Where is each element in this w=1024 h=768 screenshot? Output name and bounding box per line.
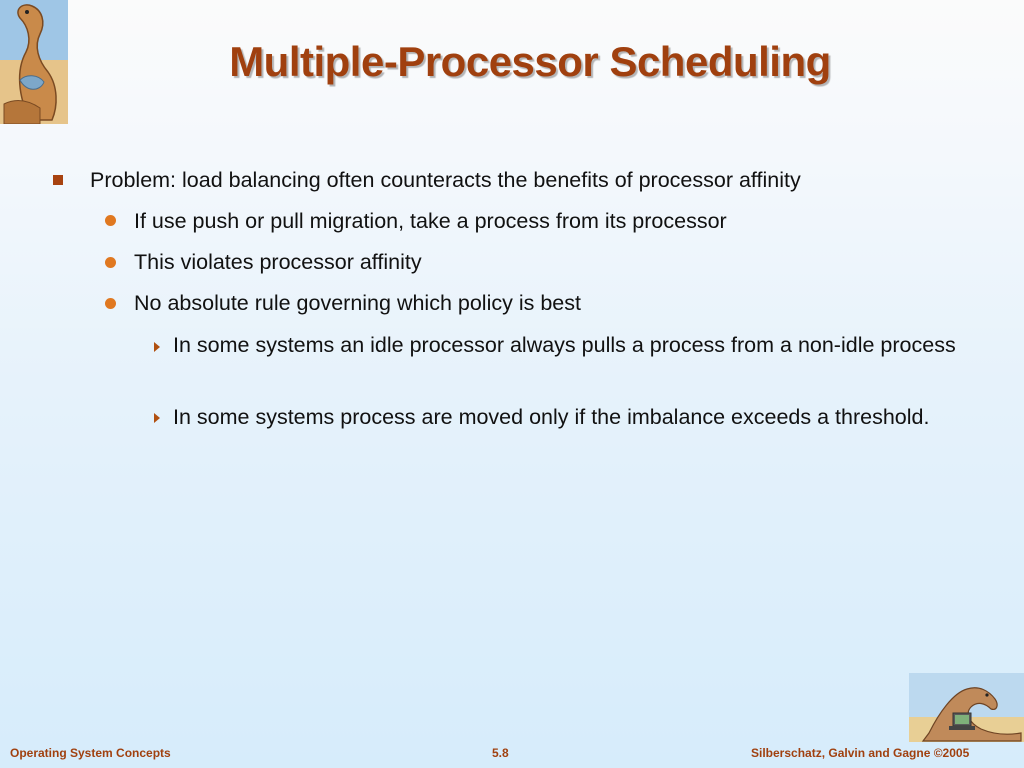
dinosaur-laptop-logo-icon [909,673,1024,742]
arrow-bullet-icon [154,342,160,352]
bullet-level3: In some systems an idle processor always pulls a process from a non-idle process [173,333,956,357]
slide-title: Multiple-Processor Scheduling [229,38,831,85]
dot-bullet-icon [105,215,116,226]
dot-bullet-icon [105,298,116,309]
bullet-level2: No absolute rule governing which policy is best [134,291,581,315]
footer-page-number: 5.8 [492,746,509,760]
bullet-level3: In some systems process are moved only if the imbalance exceeds a threshold. [173,405,930,429]
dot-bullet-icon [105,257,116,268]
bullet-level2: If use push or pull migration, take a process from its processor [134,209,727,233]
arrow-bullet-icon [154,413,160,423]
square-bullet-icon [53,175,63,185]
bullet-level2: This violates processor affinity [134,250,422,274]
footer-copyright: Silberschatz, Galvin and Gagne ©2005 [751,746,970,760]
bullet-level1: Problem: load balancing often counteracts the benefits of processor affinity [90,168,801,192]
footer-course: Operating System Concepts [10,746,171,760]
